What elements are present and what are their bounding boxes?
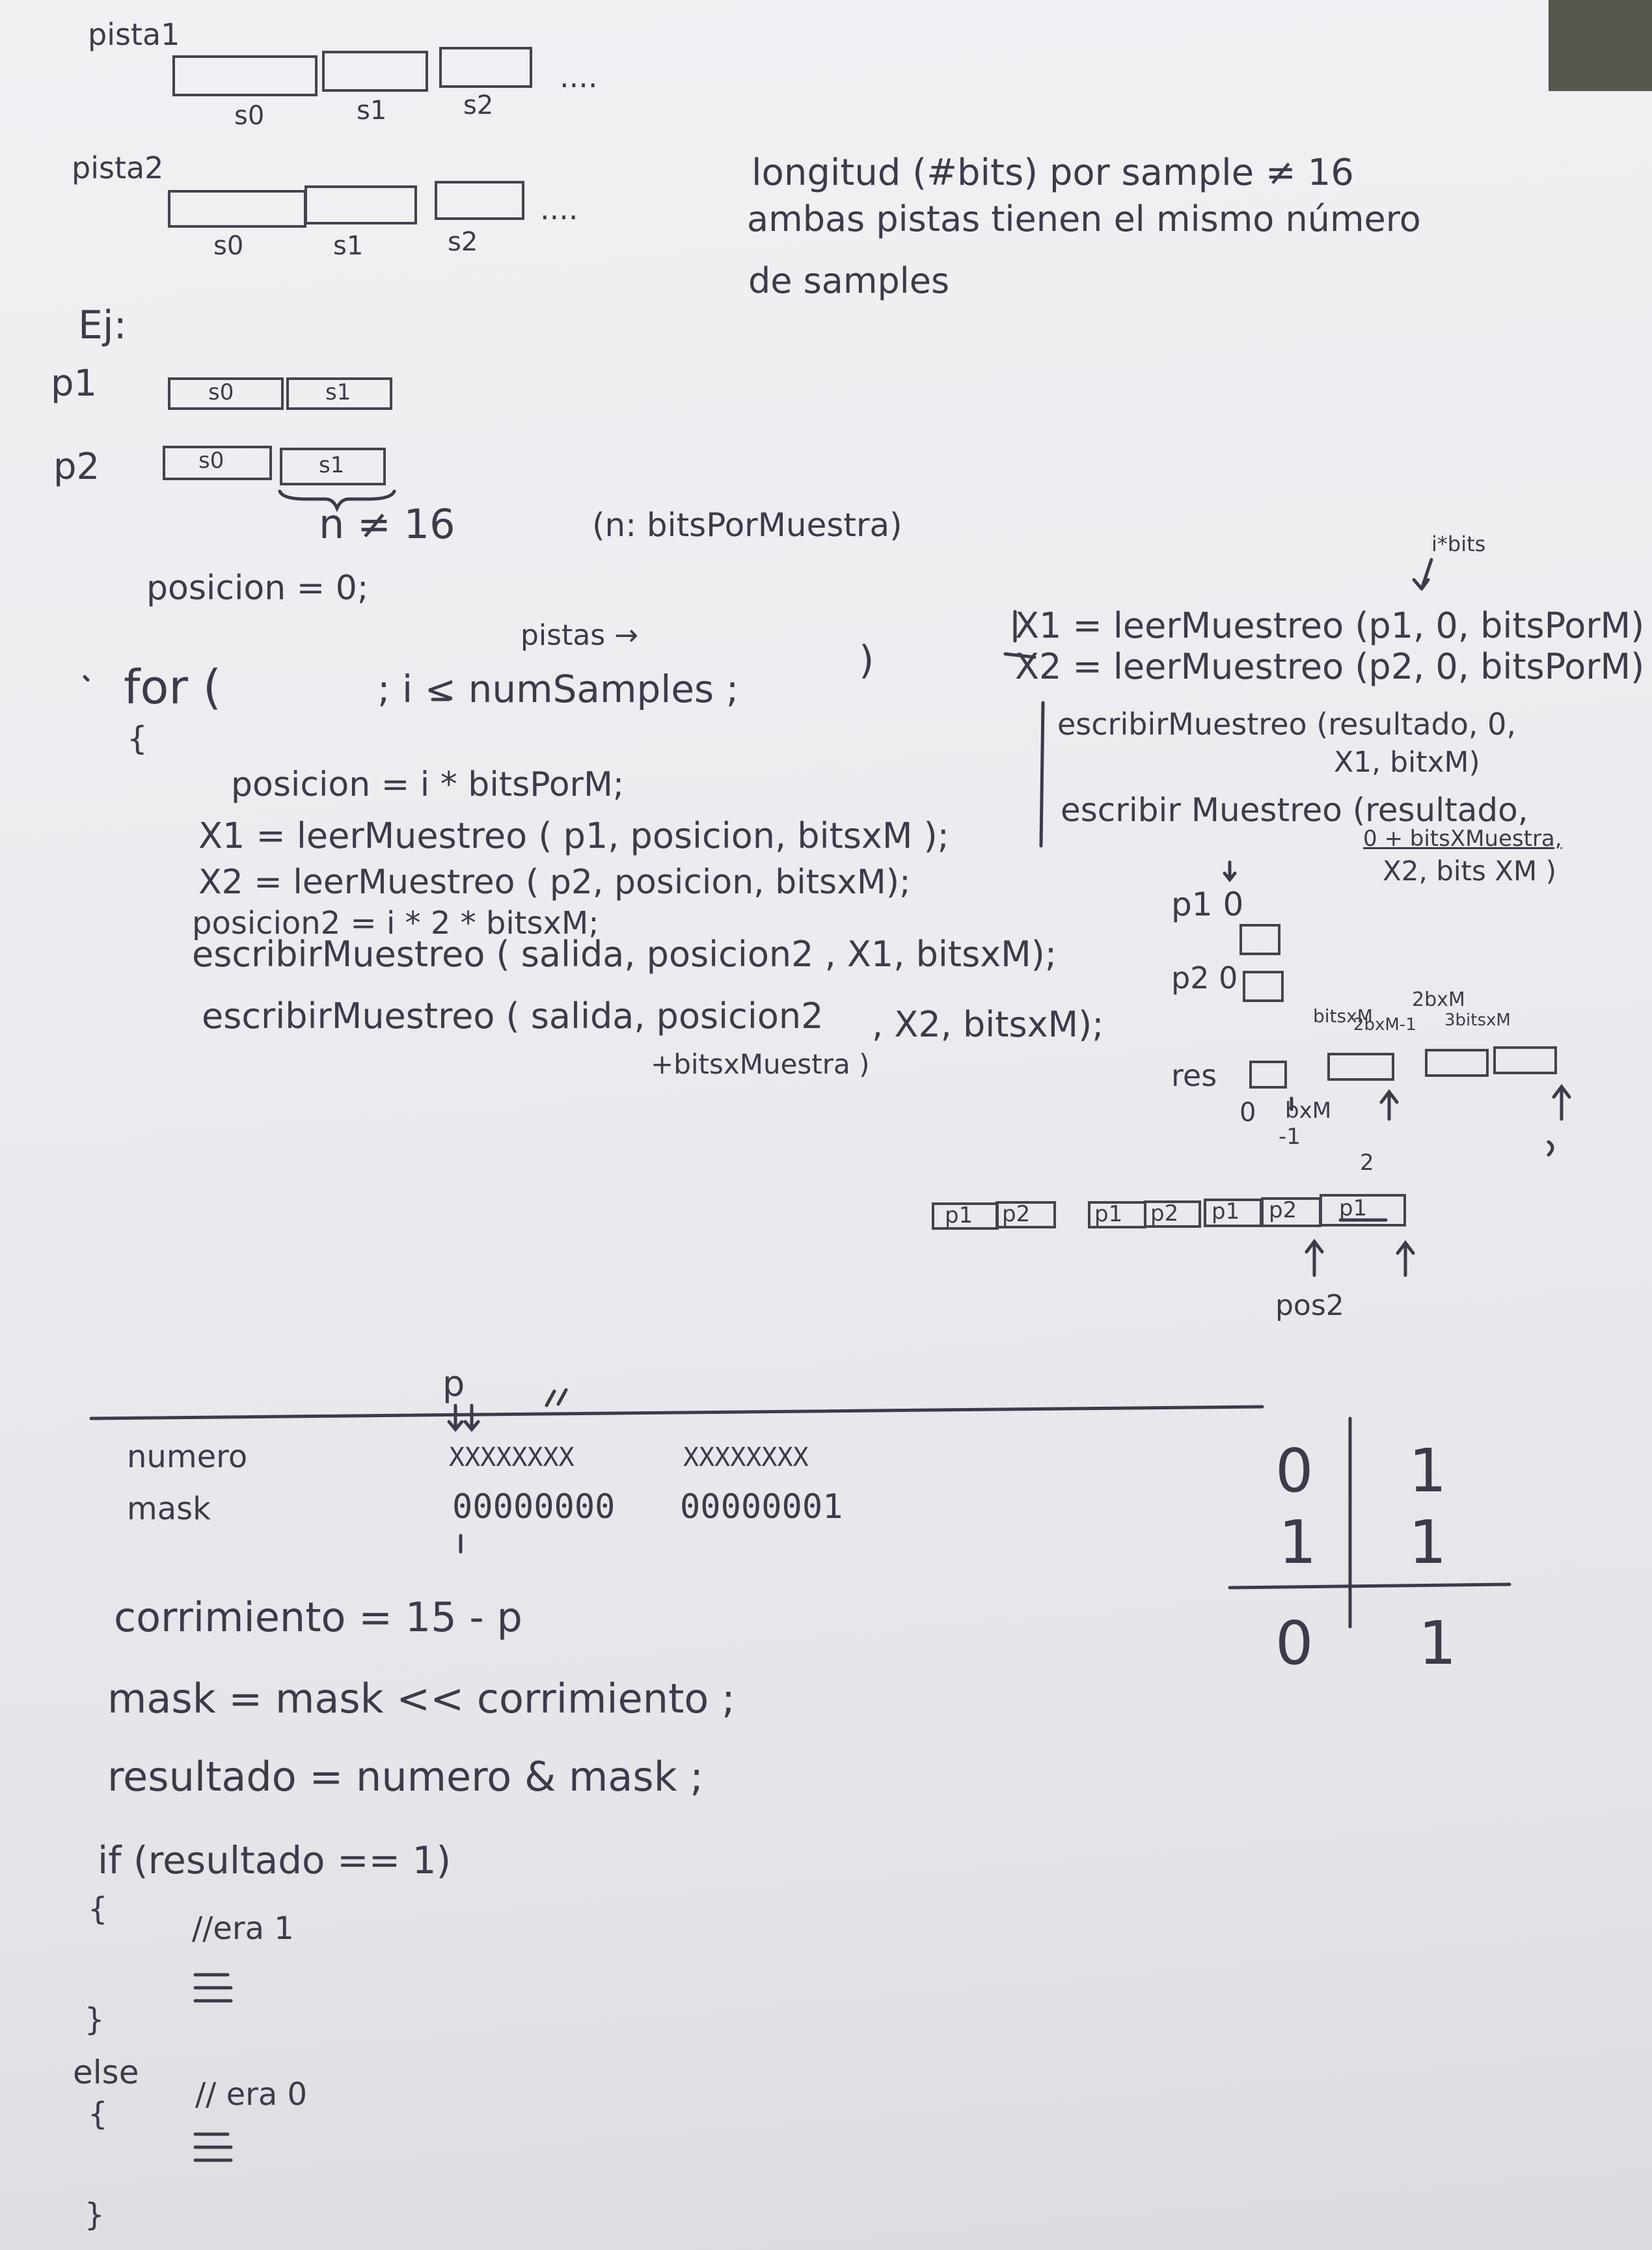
mark: [85, 677, 88, 680]
label-s0: s0: [213, 231, 244, 261]
label-p: p: [442, 1363, 465, 1404]
underbrace-stroke: [280, 491, 394, 508]
else-brace-close: }: [85, 2197, 105, 2233]
label-2bxM: 2bxM: [1412, 988, 1465, 1011]
for-open: for (: [124, 660, 221, 714]
seq-p1: p1: [1339, 1195, 1368, 1221]
brace-open: {: [127, 720, 148, 757]
label-p2: p2: [53, 446, 100, 488]
separator-line: [91, 1407, 1262, 1418]
note-ixbits: i*bits: [1431, 532, 1486, 556]
pos2-arrow: [1398, 1243, 1413, 1275]
right-line-escribir2-args: X2, bits XM ): [1383, 855, 1556, 887]
label-mask: mask: [127, 1491, 211, 1527]
code-line-posicion2: posicion2 = i * 2 * bitsxM;: [192, 905, 599, 942]
ellipsis: ....: [540, 191, 578, 226]
seq-p2: p2: [1269, 1197, 1297, 1223]
seq-p1: p1: [1094, 1201, 1123, 1227]
line-mask-shift: mask = mask << corrimiento ;: [107, 1675, 735, 1722]
seq-p2: p2: [1150, 1200, 1179, 1227]
ellipsis: ....: [560, 59, 598, 94]
note-length-per-sample: longitud (#bits) por sample ≠ 16: [752, 152, 1354, 194]
label-pista2: pista2: [72, 150, 164, 185]
pistas-arrow: pistas →: [521, 619, 639, 652]
label-p2-0: p2 0: [1171, 960, 1238, 996]
box-label-s0: s0: [208, 379, 234, 405]
separator-break: [547, 1390, 566, 1405]
up-arrow: [1554, 1087, 1569, 1119]
comment-era-1: //era 1: [192, 1910, 294, 1947]
label-s2: s2: [448, 227, 478, 257]
numero-high-bits: XXXXXXXX: [449, 1443, 575, 1472]
pos2-arrow: [1307, 1241, 1322, 1275]
p-arrow: [449, 1405, 462, 1430]
else-keyword: else: [73, 2053, 139, 2091]
box-label-s1: s1: [319, 452, 345, 478]
label-res: res: [1171, 1058, 1217, 1093]
curl-mark: [1549, 1142, 1552, 1155]
label-s1: s1: [357, 96, 387, 126]
label-minus1: -1: [1279, 1124, 1301, 1150]
code-line-escribir2: escribirMuestreo ( salida, posicion2: [202, 996, 824, 1037]
truth-horizontal: [1230, 1584, 1510, 1588]
label-s1: s1: [333, 231, 364, 261]
n-definition: (n: bitsPorMuestra): [592, 506, 902, 544]
label-2: 2: [1360, 1150, 1374, 1176]
posicion-init: posicion = 0;: [146, 569, 369, 608]
numero-low-bits: XXXXXXXX: [683, 1443, 809, 1472]
truth-a1: 1: [1409, 1436, 1447, 1506]
label-p1-0: p1 0: [1171, 886, 1244, 923]
body-placeholder: [195, 2134, 231, 2160]
label-numero: numero: [127, 1439, 248, 1475]
line-corrimiento: corrimiento = 15 - p: [114, 1593, 522, 1641]
code-line-posicion: posicion = i * bitsPorM;: [231, 765, 625, 804]
down-arrow: [1225, 862, 1235, 880]
label-s0: s0: [234, 101, 265, 131]
seq-p2: p2: [1002, 1201, 1031, 1227]
right-line-escribir2-offset: 0 + bitsXMuestra,: [1363, 826, 1562, 852]
truth-b0: 1: [1279, 1508, 1317, 1577]
label-2bxM-1: 2bxM-1: [1353, 1015, 1416, 1035]
seq-p1: p1: [1212, 1199, 1240, 1225]
truth-r1: 1: [1418, 1608, 1457, 1678]
right-line-escribir1-args: X1, bitxM): [1334, 746, 1480, 779]
right-line-escribir1: escribirMuestreo (resultado, 0,: [1057, 707, 1517, 742]
code-line-x2: X2 = leerMuestreo ( p2, posicion, bitsxM);: [198, 863, 911, 902]
label-s2: s2: [463, 90, 494, 120]
code-line-escribir1: escribirMuestreo ( salida, posicion2 , X1, bitsxM);: [192, 934, 1057, 975]
right-code-marks: [1005, 612, 1035, 657]
label-0: 0: [1239, 1098, 1256, 1128]
label-bxM: bxM: [1285, 1098, 1332, 1124]
label-3bitsxM: 3bitsxM: [1444, 1010, 1511, 1030]
if-brace-open: {: [88, 1891, 108, 1927]
label-ej: Ej:: [78, 303, 127, 348]
for-condition: ; i < numSamples ;: [377, 667, 739, 711]
for-close: ): [859, 638, 874, 683]
truth-b1: 1: [1409, 1508, 1447, 1577]
truth-r0: 0: [1275, 1608, 1314, 1678]
label-p1: p1: [51, 362, 98, 405]
comment-era-0: // era 0: [195, 2076, 308, 2113]
box-label-s1: s1: [325, 379, 351, 405]
line-resultado: resultado = numero & mask ;: [107, 1753, 704, 1800]
right-line-x1: X1 = leerMuestreo (p1, 0, bitsPorM): [1015, 605, 1645, 646]
label-pista1: pista1: [88, 17, 180, 52]
else-brace-open: {: [88, 2096, 108, 2132]
truth-a0: 0: [1275, 1436, 1314, 1506]
p-arrow: [465, 1405, 478, 1430]
code-line-escribir2-args: , X2, bitsxM);: [872, 1004, 1104, 1045]
note-same-number: ambas pistas tienen el mismo número: [747, 198, 1421, 239]
right-line-escribir2: escribir Muestreo (resultado,: [1061, 791, 1528, 829]
label-pos2: pos2: [1275, 1289, 1344, 1322]
line-if: if (resultado == 1): [98, 1838, 452, 1882]
note-samples: de samples: [748, 260, 950, 301]
mask-low-bits: 00000001: [680, 1487, 843, 1526]
mask-high-bits: 00000000: [452, 1487, 616, 1526]
ixbits-arrow: [1414, 560, 1431, 589]
up-arrow: [1381, 1092, 1397, 1119]
code-line-escribir2-offset: +bitsxMuestra ): [651, 1048, 870, 1080]
box-label-s0: s0: [198, 448, 224, 474]
label-bitsxM: bitsxM: [1313, 1005, 1373, 1027]
if-brace-close: }: [85, 2001, 105, 2038]
code-line-x1: X1 = leerMuestreo ( p1, posicion, bitsxM );: [198, 815, 949, 856]
right-line-x2: X2 = leerMuestreo (p2, 0, bitsPorM): [1015, 646, 1645, 687]
seq-p1: p1: [945, 1202, 973, 1228]
n-not-16: n ≠ 16: [319, 500, 455, 548]
body-placeholder: [195, 1975, 231, 2001]
right-code-bracket: [1041, 703, 1043, 846]
